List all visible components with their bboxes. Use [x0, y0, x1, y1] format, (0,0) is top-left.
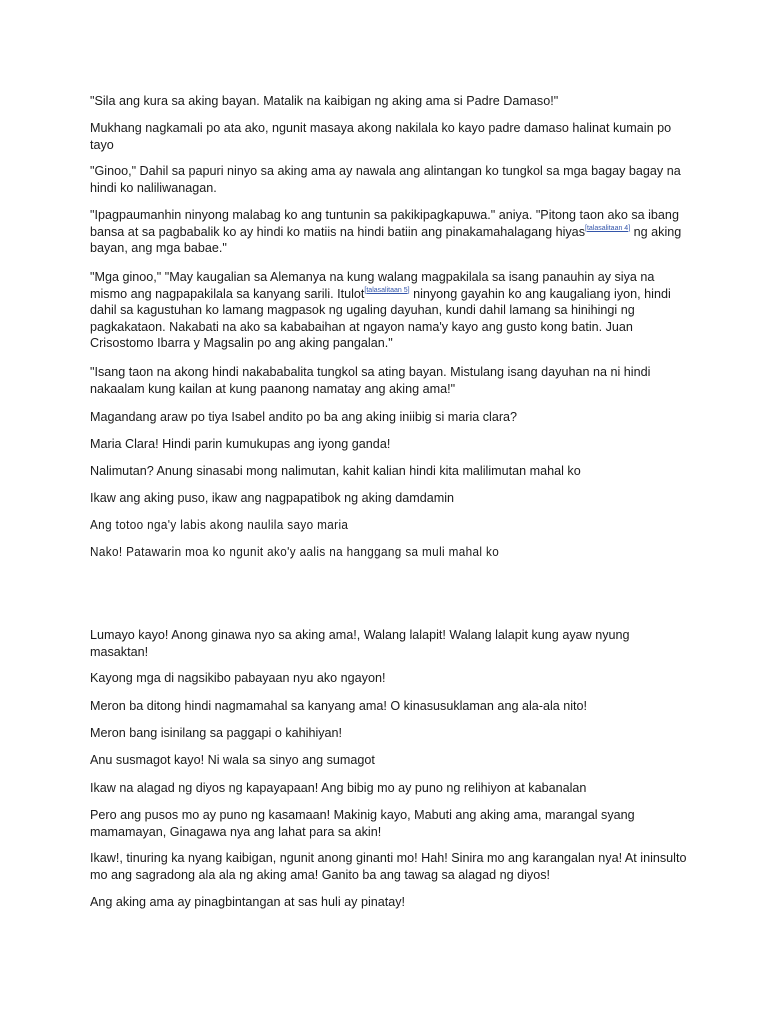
- paragraph: Kayong mga di nagsikibo pabayaan nyu ako ngayon!: [90, 671, 386, 685]
- paragraph: Ang totoo nga'y labis akong naulila sayo maria: [90, 518, 349, 532]
- paragraph: "Sila ang kura sa aking bayan. Matalik na kaibigan ng aking ama si Padre Damaso!": [90, 94, 559, 108]
- paragraph: Meron ba ditong hindi nagmamahal sa kanyang ama! O kinasusuklaman ang ala-ala nito!: [90, 699, 588, 713]
- paragraph: Maria Clara! Hindi parin kumukupas ang iyong ganda!: [90, 437, 391, 451]
- paragraph: Mukhang nagkamali po ata ako, ngunit masaya akong nakilala ko kayo padre damaso halinat kumain po tayo: [90, 121, 672, 152]
- paragraph: Nako! Patawarin moa ko ngunit ako'y aalis na hanggang sa muli mahal ko: [90, 545, 500, 559]
- paragraph: "Isang taon na akong hindi nakababalita tungkol sa ating bayan. Mistulang isang dayuhan na ni hindi nakaalam kung kailan at kung paanong namatay ang aking ama!": [90, 365, 651, 396]
- paragraph: Ikaw!, tinuring ka nyang kaibigan, ngunit anong ginanti mo! Hah! Sinira mo ang karangalan nya! At ininsulto mo ang sagradong ala ala ng aking ama! Ganito ba ang tawag sa alagad ng diyos!: [90, 851, 687, 882]
- paragraph-text: "Mga ginoo," "May kaugalian sa Alemanya na kung walang magpakilala sa isang panauhin ay siya na mismo ang nagpapakilala sa kanyang sarili. Itulot: [90, 270, 655, 301]
- paragraph: Ang aking ama ay pinagbintangan at sas huli ay pinatay!: [90, 895, 406, 909]
- paragraph: Ikaw ang aking puso, ikaw ang nagpapatibok ng aking damdamin: [90, 491, 455, 505]
- paragraph: "Ginoo," Dahil sa papuri ninyo sa aking ama ay nawala ang alintangan ko tungkol sa mga bagay bagay na hindi ko naliliwanagan.: [90, 164, 681, 195]
- footnote-link[interactable]: [talasalitaan 5]: [364, 286, 410, 294]
- paragraph: Anu susmagot kayo! Ni wala sa sinyo ang sumagot: [90, 753, 375, 767]
- paragraph: [90, 269, 690, 352]
- paragraph-text: ninyong gayahin ko ang kaugaliang iyon, hindi dahil sa kagustuhan ko lamang magpasok ng ugaling dayuhan, kundi dahil lamang sa hinihingi ng pagkakataon. Nakabati na ako sa kababaihan at ngayon nama'y kayo ang gusto kong batin. Juan Crisostomo Ibarra y Magsalin po ang aking pangalan.": [90, 286, 671, 350]
- paragraph: Nalimutan? Anung sinasabi mong nalimutan, kahit kalian hindi kita malilimutan mahal ko: [90, 464, 581, 478]
- footnote-link[interactable]: [talasalitaan 4]: [585, 224, 631, 232]
- paragraph-text: ng aking bayan, ang mga babae.": [90, 224, 682, 255]
- paragraph: Lumayo kayo! Anong ginawa nyo sa aking ama!, Walang lalapit! Walang lalapit kung ayaw nyung masaktan!: [90, 628, 630, 659]
- paragraph: Ikaw na alagad ng diyos ng kapayapaan! Ang bibig mo ay puno ng relihiyon at kabanalan: [90, 781, 587, 795]
- paragraph: [90, 207, 690, 257]
- paragraph: Pero ang pusos mo ay puno ng kasamaan! Makinig kayo, Mabuti ang aking ama, marangal syang mamamayan, Ginagawa nya ang lahat para sa akin!: [90, 808, 635, 839]
- paragraph-text: "Ipagpaumanhin ninyong malabag ko ang tuntunin sa pakikipagkapuwa." aniya. "Pitong taon ako sa ibang bansa at sa pagbabalik ko ay hindi ko matiis na hindi batiin ang pinakamahalagang hiyas: [90, 208, 679, 239]
- paragraph: Meron bang isinilang sa paggapi o kahihiyan!: [90, 726, 343, 740]
- paragraph: Magandang araw po tiya Isabel andito po ba ang aking iniibig si maria clara?: [90, 410, 518, 424]
